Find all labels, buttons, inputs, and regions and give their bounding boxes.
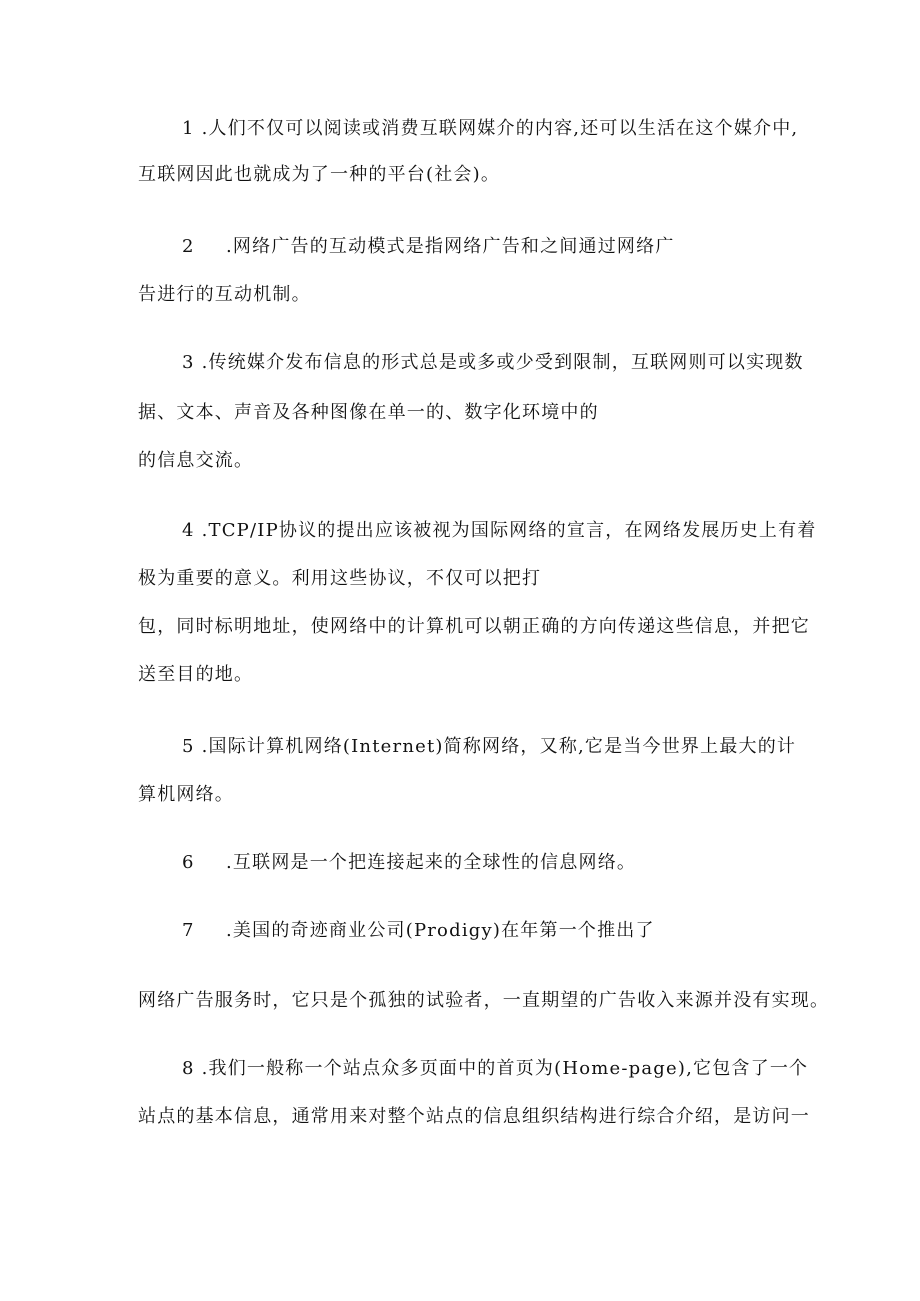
item-1-number: 1: [182, 118, 195, 139]
item-7-line-2: [138, 990, 829, 1012]
item-1-line-1: [182, 118, 798, 140]
item-4-text-1: .TCP/IP协议的提出应该被视为国际网络的宣言，在网络发展历史上有着: [201, 520, 817, 541]
item-2-text-1: .网络广告的互动模式是指网络广告和之间通过网络广: [226, 236, 675, 257]
item-3-line-3: [138, 450, 253, 472]
item-1-text-2: 互联网因此也就成为了一种的平台(社会)。: [138, 164, 501, 185]
item-4-text-2: 极为重要的意义。利用这些协议，不仅可以把打: [138, 568, 542, 589]
item-3-text-2: 据、文本、声音及各种图像在单一的、数字化环境中的: [138, 402, 599, 423]
item-8-text-1: .我们一般称一个站点众多页面中的首页为(Home-page),它包含了一个: [201, 1058, 809, 1079]
item-3-text-3: 的信息交流。: [138, 450, 254, 471]
item-8-text-2: 站点的基本信息，通常用来对整个站点的信息组织结构进行综合介绍，是访问一: [138, 1106, 810, 1127]
item-4-line-2: [138, 568, 541, 590]
item-4-text-4: 送至目的地。: [138, 664, 254, 685]
item-7-line-1: [182, 920, 655, 942]
item-8-number: 8: [182, 1058, 195, 1079]
item-4-text-3: 包，同时标明地址，使网络中的计算机可以朝正确的方向传递这些信息，并把它: [138, 616, 810, 637]
item-3-number: 3: [182, 352, 195, 373]
item-1-text-1: .人们不仅可以阅读或消费互联网媒介的内容,还可以生活在这个媒介中,: [201, 118, 799, 139]
item-2-number: 2: [182, 236, 195, 257]
item-1-line-2: [138, 164, 500, 186]
item-4-line-1: [182, 520, 816, 542]
item-2-text-2: 告进行的互动机制。: [138, 284, 311, 305]
item-7-text-2: 网络广告服务时，它只是个孤独的试验者，一直期望的广告收入来源并没有实现。: [138, 990, 830, 1011]
item-8-line-1: [182, 1058, 808, 1080]
item-6-number: 6: [182, 852, 195, 873]
item-7-number: 7: [182, 920, 195, 941]
item-3-line-2: [138, 402, 599, 424]
item-3-text-1: .传统媒介发布信息的形式总是或多或少受到限制，互联网则可以实现数: [201, 352, 804, 373]
item-5-line-2: [138, 784, 234, 806]
item-4-line-3: [138, 616, 810, 638]
item-2-line-1: [182, 236, 675, 258]
item-7-text-1: .美国的奇迹商业公司(Prodigy)在年第一个推出了: [226, 920, 655, 941]
item-6-line-1: [182, 852, 636, 874]
item-4-number: 4: [182, 520, 195, 541]
item-5-text-2: 算机网络。: [138, 784, 234, 805]
item-8-line-2: [138, 1106, 810, 1128]
item-3-line-1: [182, 352, 804, 374]
item-6-text-1: .互联网是一个把连接起来的全球性的信息网络。: [226, 852, 637, 873]
item-5-number: 5: [182, 736, 195, 757]
item-5-line-1: [182, 736, 796, 758]
item-5-text-1: .国际计算机网络(Internet)简称网络，又称,它是当今世界上最大的计: [201, 736, 797, 757]
item-4-line-4: [138, 664, 253, 686]
item-2-line-2: [138, 284, 311, 306]
